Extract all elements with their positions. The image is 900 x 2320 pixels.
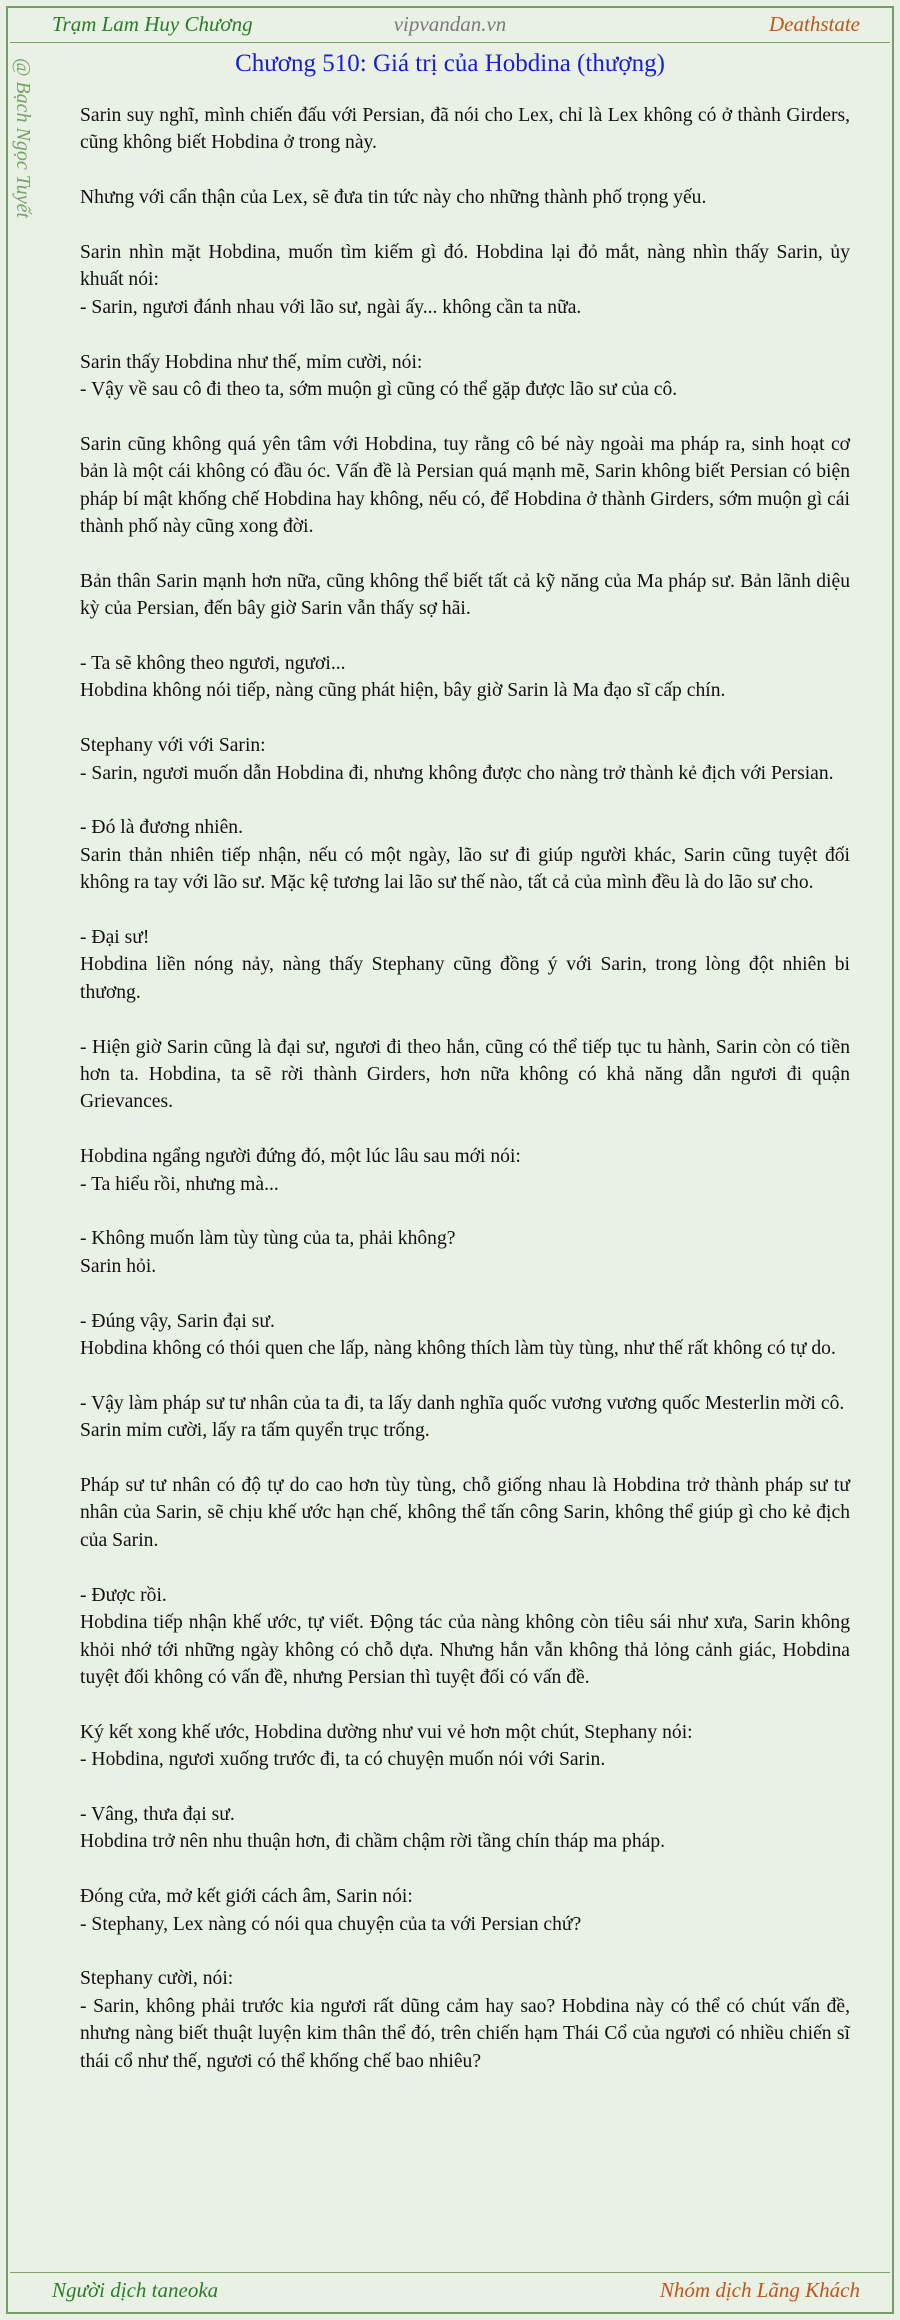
paragraph-line: - Vậy về sau cô đi theo ta, sớm muộn gì cũng có thể gặp được lão sư của cô. (80, 379, 678, 401)
footer-divider (10, 2272, 890, 2273)
paragraph-line: - Sarin, không phải trước kia ngươi rất dũng cảm hay sao? Hobdina này có thể có chút vấn đề, nhưng nàng biết thuật luyện kim thân thể đó, trên chiến hạm Thái Cổ của ngươi có nhiều chiến sĩ thái cổ như thế, ngươi có thể khống chế bao nhiêu? (80, 1995, 850, 2072)
paragraph-line: Hobdina không nói tiếp, nàng cũng phát hiện, bây giờ Sarin là Ma đạo sĩ cấp chín. (80, 680, 726, 702)
paragraph-line: Hobdina ngẩng người đứng đó, một lúc lâu sau mới nói: (80, 1146, 521, 1168)
side-label: @ Bạch Ngọc Tuyết (12, 58, 34, 219)
paragraph-line: Ký kết xong khế ước, Hobdina dường như vui vẻ hơn một chút, Stephany nói: (80, 1721, 693, 1743)
paragraph-line: Sarin suy nghĩ, mình chiến đấu với Persian, đã nói cho Lex, chỉ là Lex không có ở thành Girders, cũng không biết Hobdina ở trong này. (80, 105, 850, 154)
paragraph-line: - Vậy làm pháp sư tư nhân của ta đi, ta lấy danh nghĩa quốc vương vương quốc Mesterlin mời cô. (80, 1392, 845, 1414)
paragraph-line: - Vâng, thưa đại sư. (80, 1803, 235, 1825)
paragraph-line: - Không muốn làm tùy tùng của ta, phải không? (80, 1228, 456, 1250)
paragraph (80, 431, 850, 541)
paragraph-line: - Đó là đương nhiên. (80, 817, 244, 839)
chapter-title: Chương 510: Giá trị của Hobdina (thượng) (235, 50, 665, 77)
paragraph (80, 102, 850, 157)
paragraph-line: Stephany với với Sarin: (80, 735, 266, 757)
paragraph-line: Hobdina trở nên nhu thuận hơn, đi chầm chậm rời tầng chín tháp ma pháp. (80, 1831, 666, 1853)
footer (10, 2276, 890, 2310)
header-divider (10, 42, 890, 43)
paragraph-line: Sarin hỏi. (80, 1255, 157, 1277)
side-watermark (10, 58, 40, 358)
header (10, 8, 890, 42)
paragraph (80, 1143, 850, 1198)
paragraph (80, 1034, 850, 1116)
paragraph (80, 1582, 850, 1692)
paragraph-line: - Hobdina, ngươi xuống trước đi, ta có chuyện muốn nói với Sarin. (80, 1749, 606, 1771)
paragraph (80, 1883, 850, 1938)
footer-group: Nhóm dịch Lãng Khách (659, 2278, 860, 2302)
paragraph-line: - Đúng vậy, Sarin đại sư. (80, 1310, 275, 1332)
paragraph (80, 1472, 850, 1554)
paragraph-line: Sarin mỉm cười, lấy ra tấm quyển trục trống. (80, 1420, 430, 1442)
header-url: vipvandan.vn (393, 12, 507, 36)
paragraph-line: Đóng cửa, mở kết giới cách âm, Sarin nói: (80, 1886, 413, 1908)
paragraph (80, 924, 850, 1006)
paragraph-line: Sarin cũng không quá yên tâm với Hobdina, tuy rằng cô bé này ngoài ma pháp ra, sinh hoạt cơ bản là một cái không có đầu óc. Vấn đề là Persian quá mạnh mẽ, Sarin không biết Persian có biện pháp bí mật khống chế Hobdina hay không, nếu có, để Hobdina ở thành Girders, sớm muộn gì cái thành phố này cũng xong đời. (80, 433, 850, 538)
paragraph-line: Hobdina không có thói quen che lấp, nàng không thích làm tùy tùng, như thế rất không có tự do. (80, 1338, 836, 1360)
paragraph (80, 1225, 850, 1280)
paragraph-line: Pháp sư tư nhân có độ tự do cao hơn tùy tùng, chỗ giống nhau là Hobdina trở thành pháp sư tư nhân của Sarin, sẽ chịu khế ước hạn chế, không thể tấn công Sarin, không thể giúp gì cho kẻ địch của Sarin. (80, 1475, 850, 1551)
paragraph (80, 1308, 850, 1363)
paragraph-line: - Ta sẽ không theo ngươi, ngươi... (80, 653, 346, 675)
paragraph (80, 349, 850, 404)
paragraph (80, 1719, 850, 1774)
paragraph-line: - Được rồi. (80, 1584, 167, 1606)
paragraph (80, 239, 850, 321)
paragraph-line: Bản thân Sarin mạnh hơn nữa, cũng không thể biết tất cả kỹ năng của Ma pháp sư. Bản lãnh diệu kỳ của Persian, đến bây giờ Sarin vẫn thấy sợ hãi. (80, 570, 850, 620)
paragraph (80, 568, 850, 623)
paragraph (80, 184, 850, 211)
paragraph-line: - Sarin, ngươi muốn dẫn Hobdina đi, nhưng không được cho nàng trở thành kẻ địch với Persian. (80, 762, 834, 784)
paragraph-line: Sarin thản nhiên tiếp nhận, nếu có một ngày, lão sư đi giúp người khác, Sarin cũng tuyệt đối không ra tay với lão sư. Mặc kệ tương lai lão sư thế nào, tất cả của mình đều là do lão sư cho. (80, 844, 850, 894)
paragraph-line: - Hiện giờ Sarin cũng là đại sư, ngươi đi theo hắn, cũng có thể tiếp tục tu hành, Sarin còn có tiền hơn ta. Hobdina, ta sẽ rời thành Girders, hơn nữa không có khả năng dẫn ngươi đi quận Grievances. (80, 1036, 850, 1113)
paragraph-line: Nhưng với cẩn thận của Lex, sẽ đưa tin tức này cho những thành phố trọng yếu. (80, 187, 707, 209)
paragraph (80, 814, 850, 896)
header-book-title: Deathstate (769, 12, 860, 36)
paragraph-line: Hobdina tiếp nhận khế ước, tự viết. Động tác của nàng không còn tiêu sái như xưa, Sarin không khỏi nhớ tới những ngày không có chỗ dựa. Nhưng hắn vẫn không thả lỏng cảnh giác, Hobdina tuyệt đối không có vấn đề, nhưng Persian thì tuyệt đối có vấn đề. (80, 1612, 850, 1688)
paragraph (80, 650, 850, 705)
paragraph-line: Hobdina liền nóng nảy, nàng thấy Stephany cũng đồng ý với Sarin, trong lòng đột nhiên bi thương. (80, 954, 850, 1003)
footer-translator: Người dịch taneoka (52, 2278, 219, 2302)
paragraph (80, 732, 850, 787)
paragraph (80, 1965, 850, 2075)
paragraph (80, 1801, 850, 1856)
chapter-body (80, 102, 850, 2102)
paragraph (80, 1390, 850, 1445)
paragraph-line: - Đại sư! (80, 927, 150, 949)
paragraph-line: Sarin nhìn mặt Hobdina, muốn tìm kiếm gì đó. Hobdina lại đỏ mắt, nàng nhìn thấy Sarin, ủy khuất nói: (80, 242, 850, 291)
paragraph-line: Stephany cười, nói: (80, 1968, 234, 1990)
header-site-name: Trạm Lam Huy Chương (52, 12, 253, 36)
paragraph-line: Sarin thấy Hobdina như thế, mỉm cười, nói: (80, 351, 423, 373)
paragraph-line: - Ta hiểu rồi, nhưng mà... (80, 1173, 279, 1195)
paragraph-line: - Sarin, ngươi đánh nhau với lão sư, ngài ấy... không cần ta nữa. (80, 296, 582, 318)
paragraph-line: - Stephany, Lex nàng có nói qua chuyện của ta với Persian chứ? (80, 1913, 582, 1935)
